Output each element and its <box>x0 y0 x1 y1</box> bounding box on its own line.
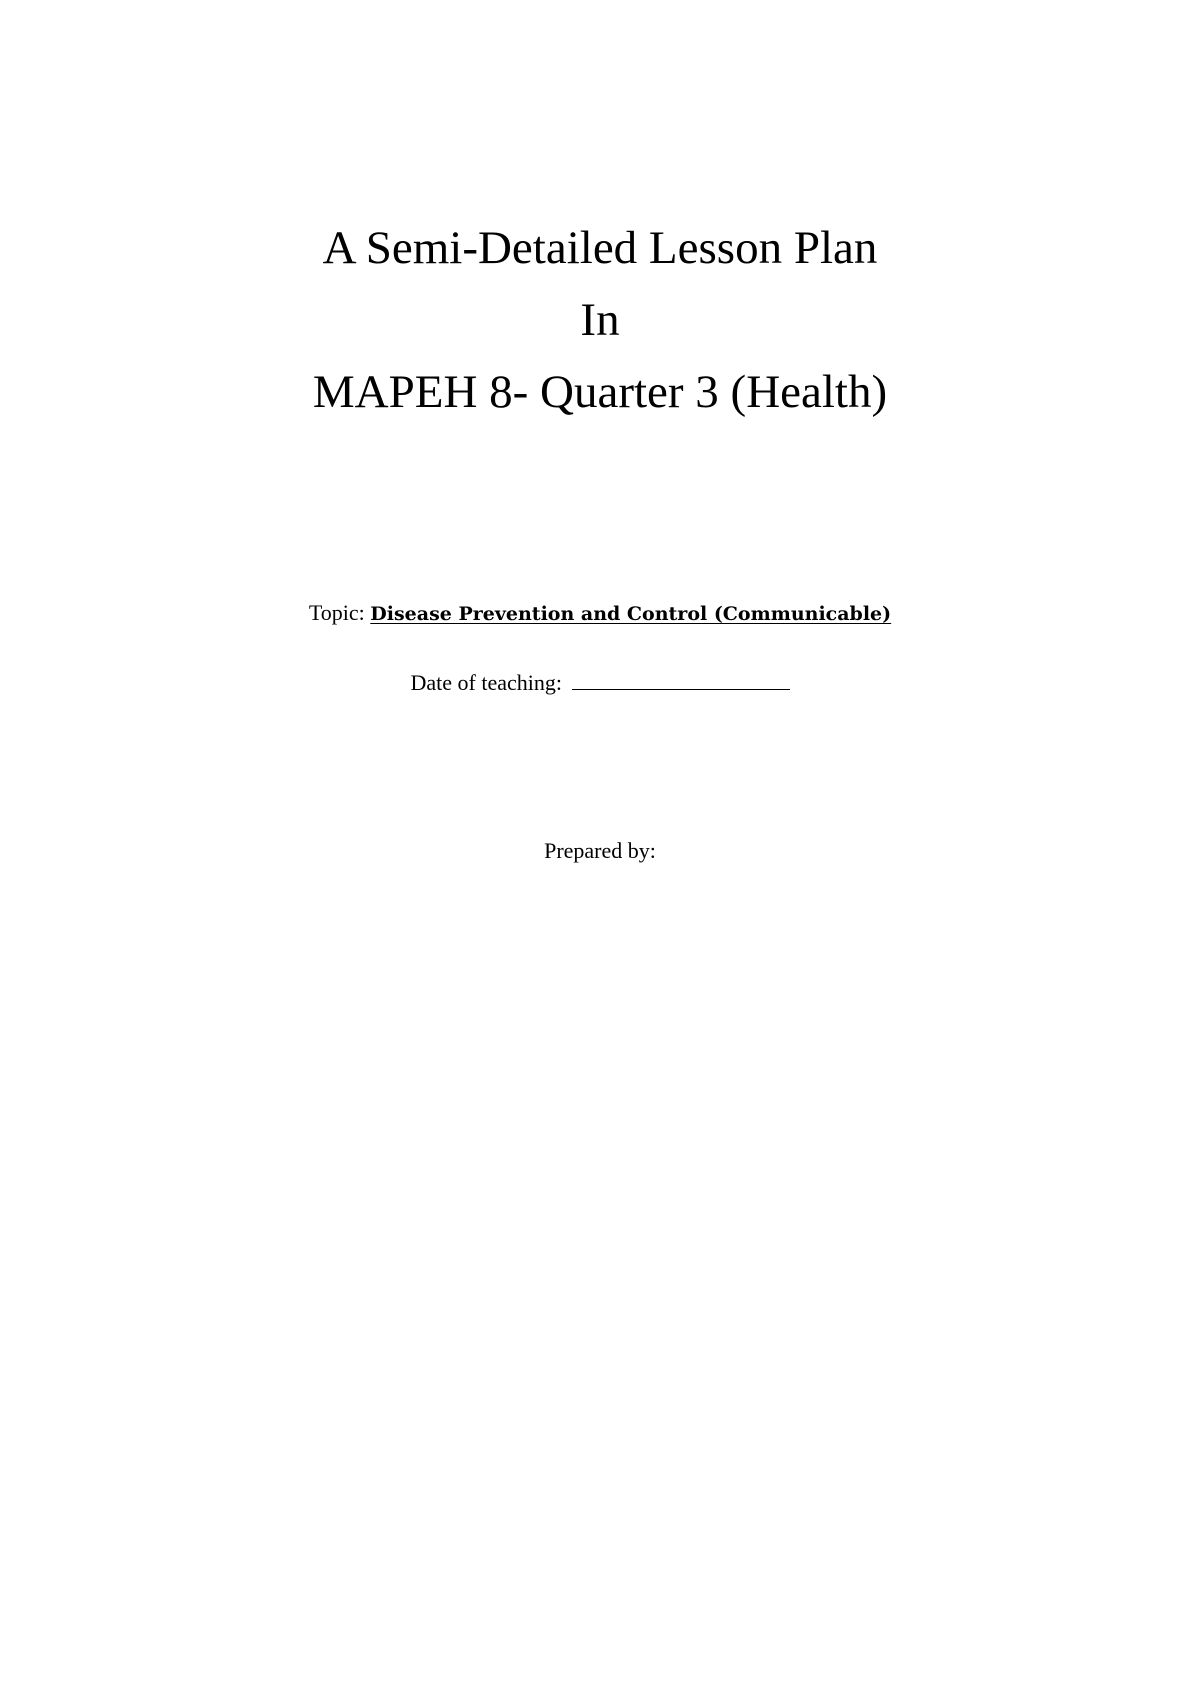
date-label: Date of teaching: <box>410 670 568 695</box>
title-block <box>0 212 1200 428</box>
date-blank-field <box>572 669 790 690</box>
document-title: A Semi-Detailed Lesson Plan <box>322 222 878 274</box>
subject-title: MAPEH 8- Quarter 3 (Health) <box>312 366 888 418</box>
prepared-by-line <box>0 836 1200 866</box>
topic-line <box>0 598 1200 629</box>
title-connector: In <box>580 294 620 346</box>
topic-value: Disease Prevention and Control (Communicable) <box>370 603 892 625</box>
topic-label: Topic: <box>308 600 371 625</box>
date-line <box>0 668 1200 698</box>
prepared-by-label: Prepared by: <box>544 838 656 863</box>
